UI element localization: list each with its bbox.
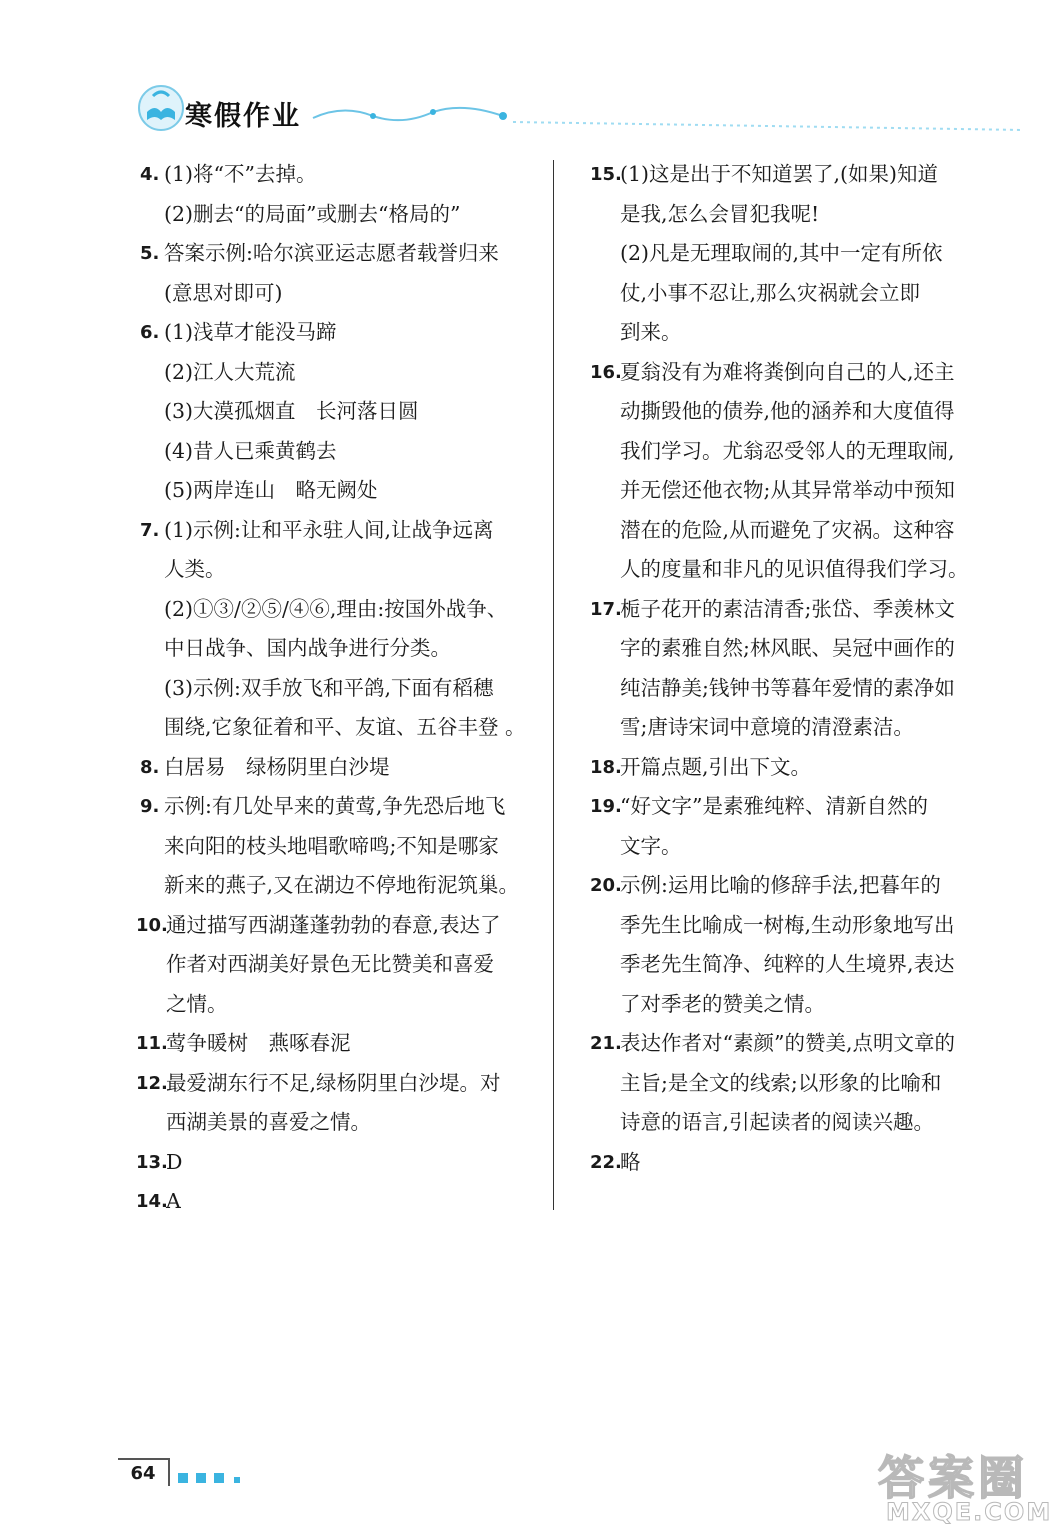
answer-item <box>590 1024 994 1143</box>
answer-number: 6. <box>140 322 160 343</box>
answer-line: 仗,小事不忍让,那么灾祸就会立即 <box>620 280 921 305</box>
answer-line: (1)将“不”去掉。 <box>164 162 317 186</box>
answer-number: 20. <box>590 875 622 896</box>
answer-line: 并无偿还他衣物;从其异常举动中预知 <box>620 478 955 502</box>
answer-number: 9. <box>140 796 160 817</box>
square-icon <box>234 1477 240 1483</box>
square-icon <box>214 1473 224 1483</box>
answer-item <box>590 353 994 590</box>
answer-item <box>140 234 540 313</box>
answer-line: D <box>166 1149 183 1174</box>
answer-item <box>140 748 540 788</box>
answer-line: 表达作者对“素颜”的赞美,点明文章的 <box>620 1031 955 1055</box>
answer-line: 了对季老的赞美之情。 <box>620 991 825 1016</box>
answer-line: 主旨;是全文的线索;以形象的比喻和 <box>620 1070 942 1095</box>
answer-item <box>590 1143 994 1183</box>
answer-line: 中日战争、国内战争进行分类。 <box>164 636 451 660</box>
answer-number: 5. <box>140 243 160 264</box>
answer-line: (1)浅草才能没马蹄 <box>164 320 337 344</box>
answer-item <box>140 787 540 906</box>
answer-item <box>590 748 994 788</box>
answer-line: 来向阳的枝头地唱歌啼鸣;不知是哪家 <box>164 833 499 858</box>
watermark <box>868 1440 1053 1532</box>
answer-number: 7. <box>140 519 160 541</box>
answer-item <box>140 313 540 511</box>
answer-number: 17. <box>590 598 622 620</box>
answer-number: 14. <box>136 1191 168 1212</box>
answer-line: (5)两岸连山 略无阙处 <box>164 478 378 502</box>
answer-line: 诗意的语言,引起读者的阅读兴趣。 <box>620 1110 935 1134</box>
answer-number: 13. <box>136 1151 168 1173</box>
answer-line: (3)示例:双手放飞和平鸽,下面有稻穗 <box>164 675 494 700</box>
answer-line: 之情。 <box>166 991 228 1016</box>
answer-number: 18. <box>590 756 622 778</box>
answer-line: 动撕毁他的债券,他的涵养和大度值得 <box>620 399 955 423</box>
answer-line: 西湖美景的喜爱之情。 <box>166 1110 371 1134</box>
answer-line: “好文字”是素雅纯粹、清新自然的 <box>620 794 928 818</box>
answer-line: 通过描写西湖蓬蓬勃勃的春意,表达了 <box>166 912 501 937</box>
answer-item <box>140 511 540 748</box>
answer-item <box>590 787 994 866</box>
column-divider <box>553 160 554 1210</box>
header-title: 寒假作业 <box>185 101 301 132</box>
answer-number: 11. <box>136 1033 168 1054</box>
answer-line: 作者对西湖美好景色无比赞美和喜爱 <box>166 952 494 976</box>
answer-line: 示例:运用比喻的修辞手法,把暮年的 <box>620 873 941 897</box>
answer-line: A <box>166 1189 181 1213</box>
right-column <box>590 155 994 1182</box>
answer-line: 人类。 <box>164 557 226 581</box>
footer-dots <box>178 1468 248 1487</box>
answer-line: 围绕,它象征着和平、友谊、五谷丰登 。 <box>164 715 526 739</box>
answer-item <box>140 155 540 234</box>
answer-line: 新来的燕子,又在湖边不停地衔泥筑巢。 <box>164 873 520 897</box>
answer-line: (2)凡是无理取闹的,其中一定有所依 <box>620 241 943 265</box>
page-number: 64 <box>118 1458 170 1486</box>
answer-line: 是我,怎么会冒犯我呢! <box>620 201 820 226</box>
answer-line: 到来。 <box>620 320 682 344</box>
answer-line: (2)江人大荒流 <box>164 359 296 384</box>
answer-line: 示例:有几处早来的黄莺,争先恐后地飞 <box>164 794 506 818</box>
page-footer <box>118 1458 318 1488</box>
answer-number: 4. <box>140 164 160 185</box>
answer-number: 16. <box>590 361 622 383</box>
answer-line: (2)删去“的局面”或删去“格局的” <box>164 201 461 226</box>
answer-line: 人的度量和非凡的见识值得我们学习。 <box>620 557 969 581</box>
answer-line: 季先生比喻成一树梅,生动形象地写出 <box>620 912 955 937</box>
answer-number: 8. <box>140 756 160 778</box>
answer-line: 季老先生简净、纯粹的人生境界,表达 <box>620 952 955 976</box>
answer-line: (3)大漠孤烟直 长河落日圆 <box>164 399 419 423</box>
square-icon <box>178 1473 188 1483</box>
answer-line: 略 <box>620 1149 641 1174</box>
answer-number: 19. <box>590 796 622 817</box>
answer-number: 10. <box>136 914 168 936</box>
answer-line: 潜在的危险,从而避免了灾祸。这种容 <box>620 517 955 542</box>
answer-number: 22. <box>590 1151 622 1173</box>
header-decoration <box>303 96 1023 136</box>
answer-item <box>136 1182 540 1222</box>
answer-number: 15. <box>590 164 622 185</box>
answer-line: (1)这是出于不知道罢了,(如果)知道 <box>620 162 939 186</box>
answer-line: (2)①③/②⑤/④⑥,理由:按国外战争、 <box>164 596 508 621</box>
left-column <box>136 155 540 1222</box>
book-logo-icon <box>135 82 187 134</box>
watermark-url: MXQE.COM <box>886 1498 1053 1526</box>
answer-line: (4)昔人已乘黄鹤去 <box>164 438 337 463</box>
answer-number: 12. <box>136 1072 168 1094</box>
answer-item <box>136 1024 540 1064</box>
answer-item <box>136 1064 540 1143</box>
answer-line: 我们学习。尤翁忍受邻人的无理取闹, <box>620 438 955 463</box>
answer-line: 答案示例:哈尔滨亚运志愿者载誉归来 <box>164 241 499 265</box>
answer-line: (意思对即可) <box>164 280 283 305</box>
answer-line: 莺争暖树 燕啄春泥 <box>166 1031 351 1055</box>
answer-line: 白居易 绿杨阴里白沙堤 <box>164 754 390 779</box>
answer-line: 最爱湖东行不足,绿杨阴里白沙堤。对 <box>166 1070 501 1095</box>
page-header <box>135 82 1025 142</box>
answer-item <box>590 155 994 353</box>
answer-line: 文字。 <box>620 833 682 858</box>
watermark-text: 答案圈 <box>878 1451 1028 1505</box>
answer-line: 字的素雅自然;林风眠、吴冠中画作的 <box>620 636 955 660</box>
answer-line: 栀子花开的素洁清香;张岱、季羡林文 <box>620 596 955 621</box>
answer-item <box>136 1143 540 1183</box>
answer-item <box>136 906 540 1025</box>
answer-line: (1)示例:让和平永驻人间,让战争远离 <box>164 517 494 542</box>
answer-line: 开篇点题,引出下文。 <box>620 754 812 779</box>
square-icon <box>196 1473 206 1483</box>
answer-item <box>590 866 994 1024</box>
answer-number: 21. <box>590 1033 622 1054</box>
answer-item <box>590 590 994 748</box>
answer-line: 雪;唐诗宋词中意境的清澄素洁。 <box>620 715 914 739</box>
answer-line: 纯洁静美;钱钟书等暮年爱情的素净如 <box>620 675 955 700</box>
answer-line: 夏翁没有为难将粪倒向自己的人,还主 <box>620 359 955 384</box>
